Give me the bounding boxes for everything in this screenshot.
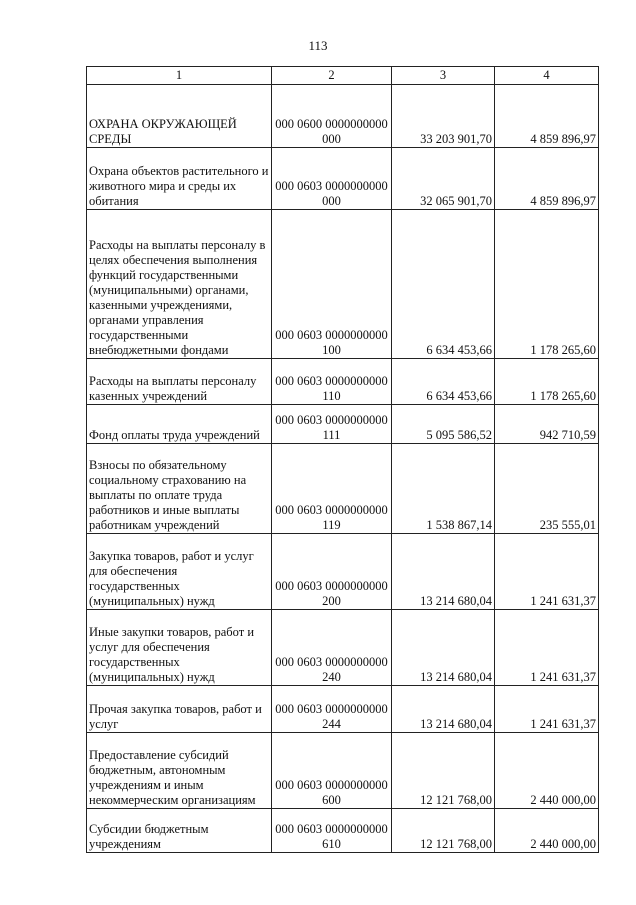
table-row [87, 610, 599, 686]
row-value-3: 6 634 453,66 [392, 359, 495, 405]
row-value-4: 235 555,01 [495, 444, 599, 534]
row-code: 000 0603 0000000000 200 [272, 534, 392, 610]
row-value-4: 4 859 896,97 [495, 148, 599, 210]
row-name: Охрана объектов растительного и животного мира и среды их обитания [87, 148, 272, 210]
row-value-3: 12 121 768,00 [392, 733, 495, 809]
row-value-4: 2 440 000,00 [495, 733, 599, 809]
row-name: Прочая закупка товаров, работ и услуг [87, 686, 272, 733]
table-row [87, 148, 599, 210]
row-value-4: 2 440 000,00 [495, 809, 599, 853]
row-value-3: 12 121 768,00 [392, 809, 495, 853]
row-name: Иные закупки товаров, работ и услуг для обеспечения государственных (муниципальных) нужд [87, 610, 272, 686]
row-value-4: 1 241 631,37 [495, 534, 599, 610]
row-code: 000 0603 0000000000 110 [272, 359, 392, 405]
row-name: Субсидии бюджетным учреждениям [87, 809, 272, 853]
table-row [87, 359, 599, 405]
row-value-4: 1 178 265,60 [495, 210, 599, 359]
table-row [87, 405, 599, 444]
row-code: 000 0603 0000000000 244 [272, 686, 392, 733]
row-code: 000 0600 0000000000 000 [272, 85, 392, 148]
row-name: Взносы по обязательному социальному страхованию на выплаты по оплате труда работников и иные выплаты работникам учреждений [87, 444, 272, 534]
row-value-4: 1 241 631,37 [495, 610, 599, 686]
column-header-1: 1 [87, 67, 272, 85]
row-value-3: 32 065 901,70 [392, 148, 495, 210]
table-row [87, 534, 599, 610]
column-header-3: 3 [392, 67, 495, 85]
table-row [87, 85, 599, 148]
table-row [87, 733, 599, 809]
table-row [87, 210, 599, 359]
row-value-4: 1 241 631,37 [495, 686, 599, 733]
row-code: 000 0603 0000000000 111 [272, 405, 392, 444]
row-code: 000 0603 0000000000 000 [272, 148, 392, 210]
row-value-4: 4 859 896,97 [495, 85, 599, 148]
row-code: 000 0603 0000000000 119 [272, 444, 392, 534]
row-code: 000 0603 0000000000 240 [272, 610, 392, 686]
row-value-3: 13 214 680,04 [392, 534, 495, 610]
row-code: 000 0603 0000000000 610 [272, 809, 392, 853]
row-name: ОХРАНА ОКРУЖАЮЩЕЙ СРЕДЫ [87, 85, 272, 148]
row-code: 000 0603 0000000000 600 [272, 733, 392, 809]
row-value-4: 1 178 265,60 [495, 359, 599, 405]
row-name: Расходы на выплаты персоналу в целях обеспечения выполнения функций государственными (муниципальными) органами, казенными учреждениями, органами управления государственными внебюджетными фондами [87, 210, 272, 359]
row-value-3: 1 538 867,14 [392, 444, 495, 534]
row-name: Закупка товаров, работ и услуг для обеспечения государственных (муниципальных) нужд [87, 534, 272, 610]
row-name: Фонд оплаты труда учреждений [87, 405, 272, 444]
row-value-4: 942 710,59 [495, 405, 599, 444]
column-header-2: 2 [272, 67, 392, 85]
row-name: Расходы на выплаты персоналу казенных учреждений [87, 359, 272, 405]
row-name: Предоставление субсидий бюджетным, автономным учреждениям и иным некоммерческим организациям [87, 733, 272, 809]
table-row [87, 686, 599, 733]
row-code: 000 0603 0000000000 100 [272, 210, 392, 359]
budget-table [86, 66, 599, 853]
row-value-3: 6 634 453,66 [392, 210, 495, 359]
table-header-row [87, 67, 599, 85]
row-value-3: 33 203 901,70 [392, 85, 495, 148]
row-value-3: 13 214 680,04 [392, 686, 495, 733]
column-header-4: 4 [495, 67, 599, 85]
table-row [87, 809, 599, 853]
row-value-3: 13 214 680,04 [392, 610, 495, 686]
table-row [87, 444, 599, 534]
page-number: 113 [308, 38, 328, 53]
row-value-3: 5 095 586,52 [392, 405, 495, 444]
